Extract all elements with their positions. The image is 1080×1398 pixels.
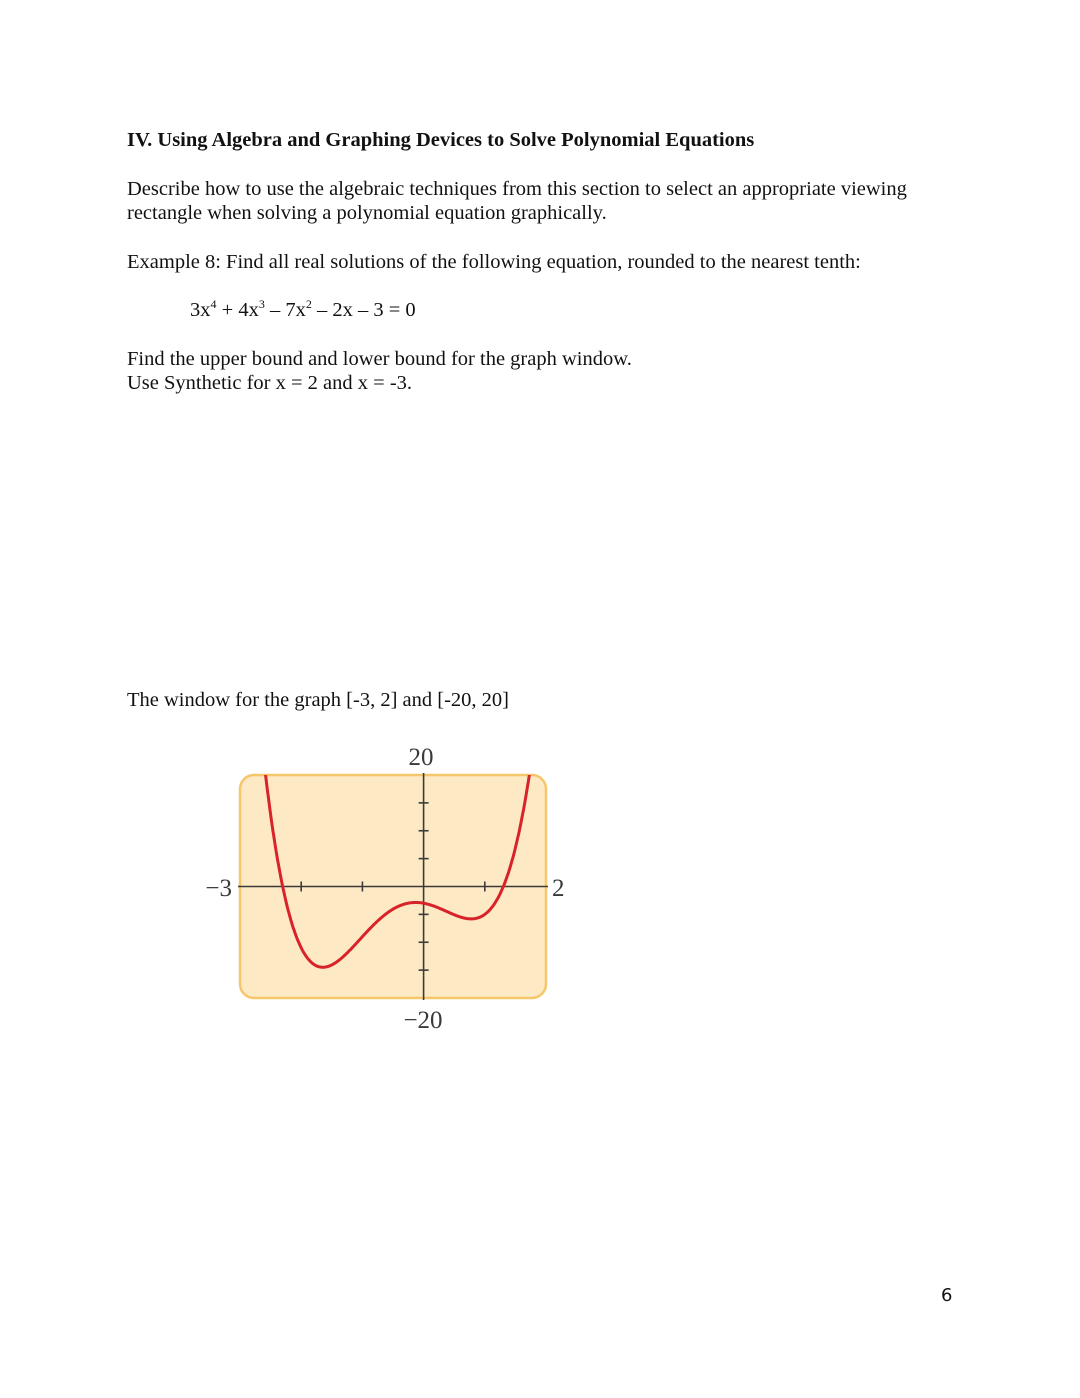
prompt-line-1: Describe how to use the algebraic techniques from this section to select an appropriate viewing [127, 178, 907, 200]
y-max-label: 20 [408, 744, 434, 771]
instruction-line-2: Use Synthetic for x = 2 and x = -3. [127, 372, 413, 394]
section-heading: IV. Using Algebra and Graphing Devices to Solve Polynomial Equations [127, 129, 755, 151]
instruction-line-1: Find the upper bound and lower bound for the graph window. [127, 348, 632, 370]
eq-term-1: $3x^4$ + [190, 297, 239, 321]
graphing-calculator-plot [190, 735, 580, 1045]
eq-term-5: 3 = 0 [373, 299, 416, 321]
y-min-label: −20 [403, 1007, 443, 1034]
prompt-line-2: rectangle when solving a polynomial equation graphically. [127, 202, 607, 224]
window-statement: The window for the graph [-3, 2] and [-20, 20] [127, 689, 509, 711]
example-label: Example 8: Find all real solutions of the following equation, rounded to the nearest tenth: [127, 251, 861, 273]
polynomial-equation [190, 298, 416, 324]
eq-term-2: $4x^3$ – [238, 297, 286, 321]
eq-term-4: 2x – [332, 299, 374, 321]
eq-term-3: $7x^2$ – [285, 297, 333, 321]
page-number: 6 [941, 1285, 953, 1306]
x-min-label: −3 [205, 875, 232, 902]
x-max-label: 2 [552, 875, 565, 902]
